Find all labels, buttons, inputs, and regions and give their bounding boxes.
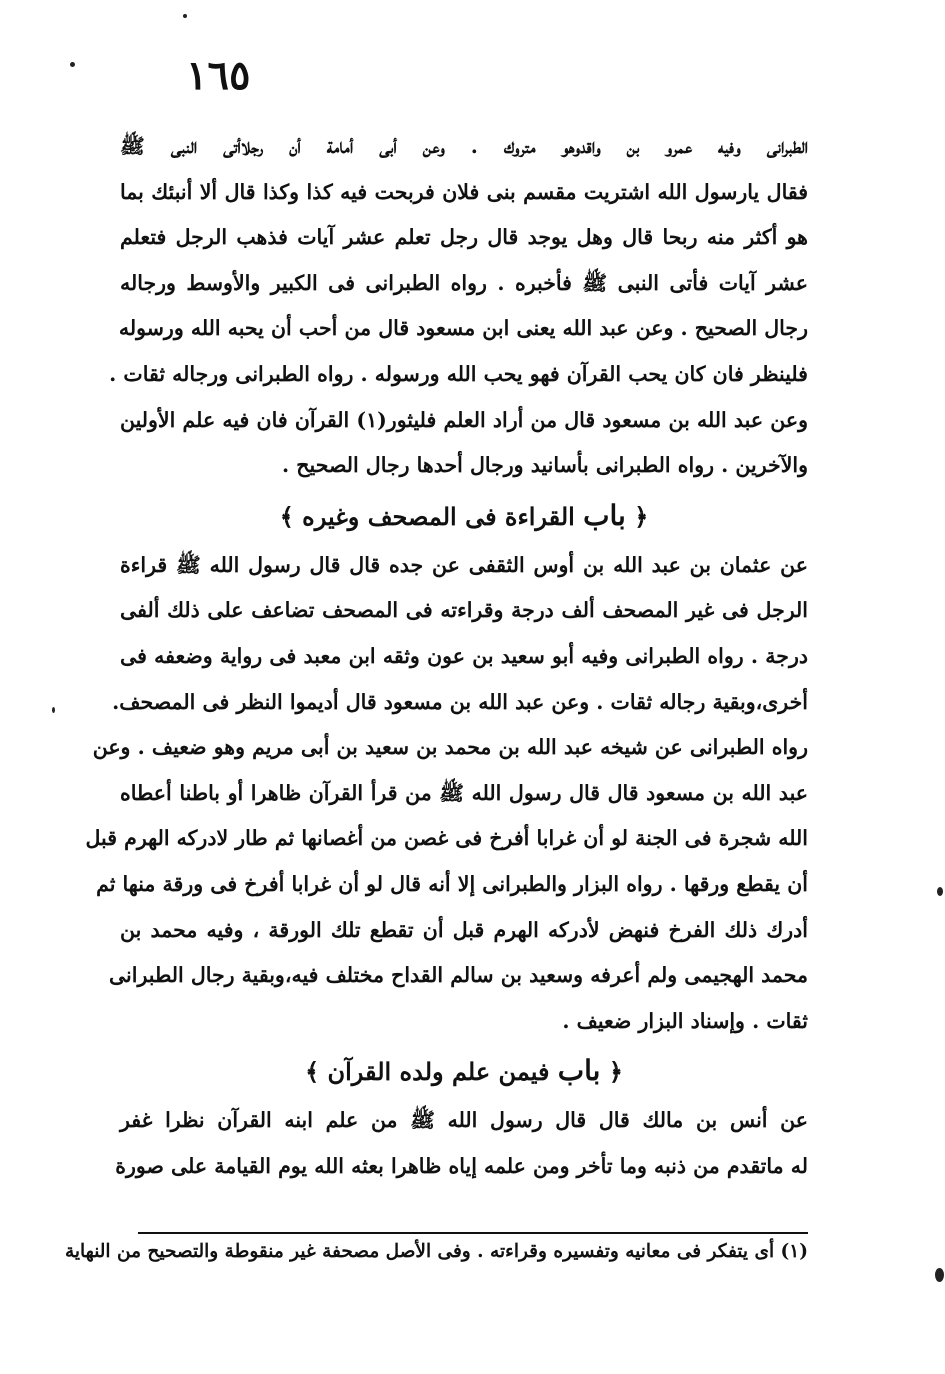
scan-speck (935, 1268, 944, 1282)
footnote: (١) أى يتفكر فى معانيه وتفسيره وقراءته . وفى الأصل مصحفة غير منقوطة والتصحيح من النهاية (64, 1241, 808, 1262)
text-line: عن أنس بن مالك قال قال رسول الله ﷺ من علم ابنه القرآن نظرا غفر (120, 1108, 808, 1133)
text-line: له ماتقدم من ذنبه وما تأخر ومن علمه إياه ظاهرا بعثه الله يوم القيامة على صورة (115, 1153, 808, 1178)
text-line: رجال الصحيح . وعن عبد الله يعنى ابن مسعود قال من أحب أن يحبه الله ورسوله (118, 316, 808, 341)
heading-bab: باب (557, 1054, 601, 1088)
section-heading (120, 489, 808, 543)
text-line: أدرك ذلك الفرخ فنهض لأدركه الهرم قبل أن تقطع تلك الورقة ، وفيه محمد بن (120, 917, 808, 942)
text-line: الله شجرة فى الجنة لو أن غرابا أفرخ فى غصن من أغصانها ثم طار لادركه الهرم قبل (85, 826, 808, 851)
text-line: هو أكثر منه ربحا قال وهل يوجد قال رجل تعلم عشر آيات فذهب الرجل فتعلم (120, 225, 808, 250)
text-line: الرجل فى غير المصحف ألف درجة وقراءته فى المصحف تضاعف على ذلك ألفى (120, 598, 808, 623)
main-text (85, 124, 808, 1189)
heading-bracket: ﴾ (279, 501, 294, 531)
text-line: عن عثمان بن عبد الله بن أوس الثقفى عن جده قال قال رسول الله ﷺ قراءة (120, 552, 808, 577)
heading-title: فيمن علم ولده القرآن (327, 1057, 550, 1087)
text-line: أخرى،وبقية رجاله ثقات . وعن عبد الله بن مسعود قال أديموا النظر فى المصحف. (112, 689, 808, 714)
text-line: عشر آيات فأتى النبى ﷺ فأخبره . رواه الطبرانى فى الكبير والأوسط ورجاله (120, 270, 808, 295)
heading-title: القراءة فى المصحف وغيره (302, 501, 575, 531)
scan-speck (183, 14, 187, 18)
heading-bracket: ﴾ (305, 1057, 320, 1087)
text-line: عبد الله بن مسعود قال قال رسول الله ﷺ من قرأ القرآن ظاهرا أو باطنا أعطاه (120, 780, 808, 805)
text-line: رواه الطبرانى عن شيخه عبد الله بن محمد بن سعيد بن أبى مريم وهو ضعيف . وعن (92, 735, 808, 760)
page-number: ١٦٥ (186, 52, 251, 99)
text-line: الطبرانى وفيه عمرو بن واقدوهو متروك . وعن أبى أمامة أن رجلاأتى النبى ﷺ (120, 134, 808, 158)
section-heading (120, 1044, 808, 1098)
text-line: محمد الهجيمى ولم أعرفه وسعيد بن سالم القداح مختلف فيه،وبقية رجال الطبرانى (108, 963, 808, 988)
text-line: درجة . رواه الطبرانى وفيه أبو سعيد بن عون وثقه ابن معبد فى رواية وضعفه فى (120, 643, 808, 668)
text-line: فقال يارسول الله اشتريت مقسم بنى فلان فربحت فيه كذا وكذا قال ألا أنبئك بما (120, 179, 808, 204)
text-line: فلينظر فان كان يحب القرآن فهو يحب الله ورسوله . رواه الطبرانى ورجاله ثقات . (109, 361, 808, 386)
scan-speck (937, 887, 943, 896)
text-line: أن يقطع ورقها . رواه البزار والطبرانى إلا أنه قال لو أن غرابا أفرخ فى ورقة منها ثم (96, 871, 808, 896)
heading-bracket: ﴿ (634, 501, 649, 531)
heading-bab: باب (583, 498, 626, 532)
text-line: والآخرين . رواه الطبرانى بأسانيد ورجال أحدها رجال الصحيح . (282, 453, 808, 478)
text-line: ثقات . وإسناد البزار ضعيف . (562, 1008, 808, 1033)
scan-speck (52, 707, 55, 713)
scan-speck (70, 62, 75, 67)
text-line: وعن عبد الله بن مسعود قال من أراد العلم فليثور(١) القرآن فان فيه علم الأولين (120, 407, 808, 432)
heading-bracket: ﴿ (608, 1057, 623, 1087)
